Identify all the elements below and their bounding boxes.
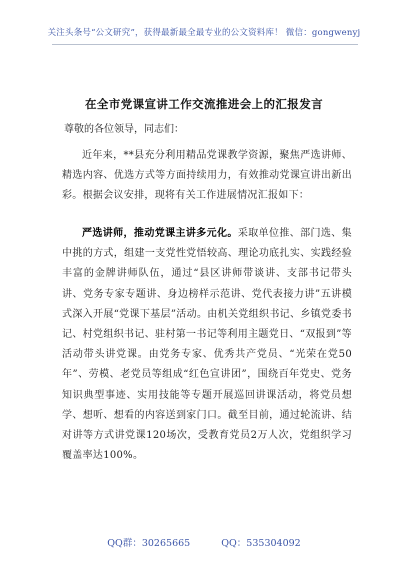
paragraph-intro	[62, 146, 352, 207]
paragraph-lecturers-body: 采取单位推、部门选、集中挑的方式，组建一支党性党悟较高、理论功底扎实、实践经验丰富的金牌讲师队伍，通过“县区讲师带谈讲、支部书记带头讲、党务专家专题讲、身边榜样示范讲、党代表接力讲”五讲模式深入开展“党课下基层”活动。由机关党组织书记、乡镇党委书记、村党组织书记、驻村第一书记等利用主题党日、“双报到”等活动带头讲党课。由党务专家、优秀共产党员、“光荣在党50年”、劳模、老党员等组成“红色宣讲团”，围绕百年党史、党务知识典型事迹、实用技能等专题开展巡回讲课活动，将党员想学、想听、想看的内容送到家门口。截至目前，通过轮流讲、结对讲等方式讲党课120场次，受教育党员2万人次，党组织学习覆盖率达100%。	[62, 228, 352, 462]
footer-contact	[0, 535, 408, 549]
paragraph-lecturers	[62, 224, 352, 466]
salutation: 尊敬的各位领导，同志们：	[64, 124, 184, 135]
document-title: 在全市党课宣讲工作交流推进会上的汇报发言	[85, 97, 323, 111]
paragraph-lecturers-text	[62, 224, 352, 466]
paragraph-intro-text: 近年来，**县充分利用精品党课教学资源，聚焦严选讲师、精选内容、优选方式等方面持续用力，有效推动党课宣讲出新出彩。根据会议安排，现将有关工作进展情况汇报如下：	[62, 150, 352, 202]
header-divider	[52, 44, 358, 45]
footer-qq-group: QQ群：30265665	[107, 538, 191, 549]
header-promo-note: 关注头条号“公文研究”，获得最新最全最专业的公文资料库！ 微信：gongwenyj	[47, 28, 361, 38]
footer-qq-number: QQ：535304092	[221, 538, 301, 549]
paragraph-lead-heading: 严选讲师，推动党课主讲多元化。	[82, 228, 238, 239]
